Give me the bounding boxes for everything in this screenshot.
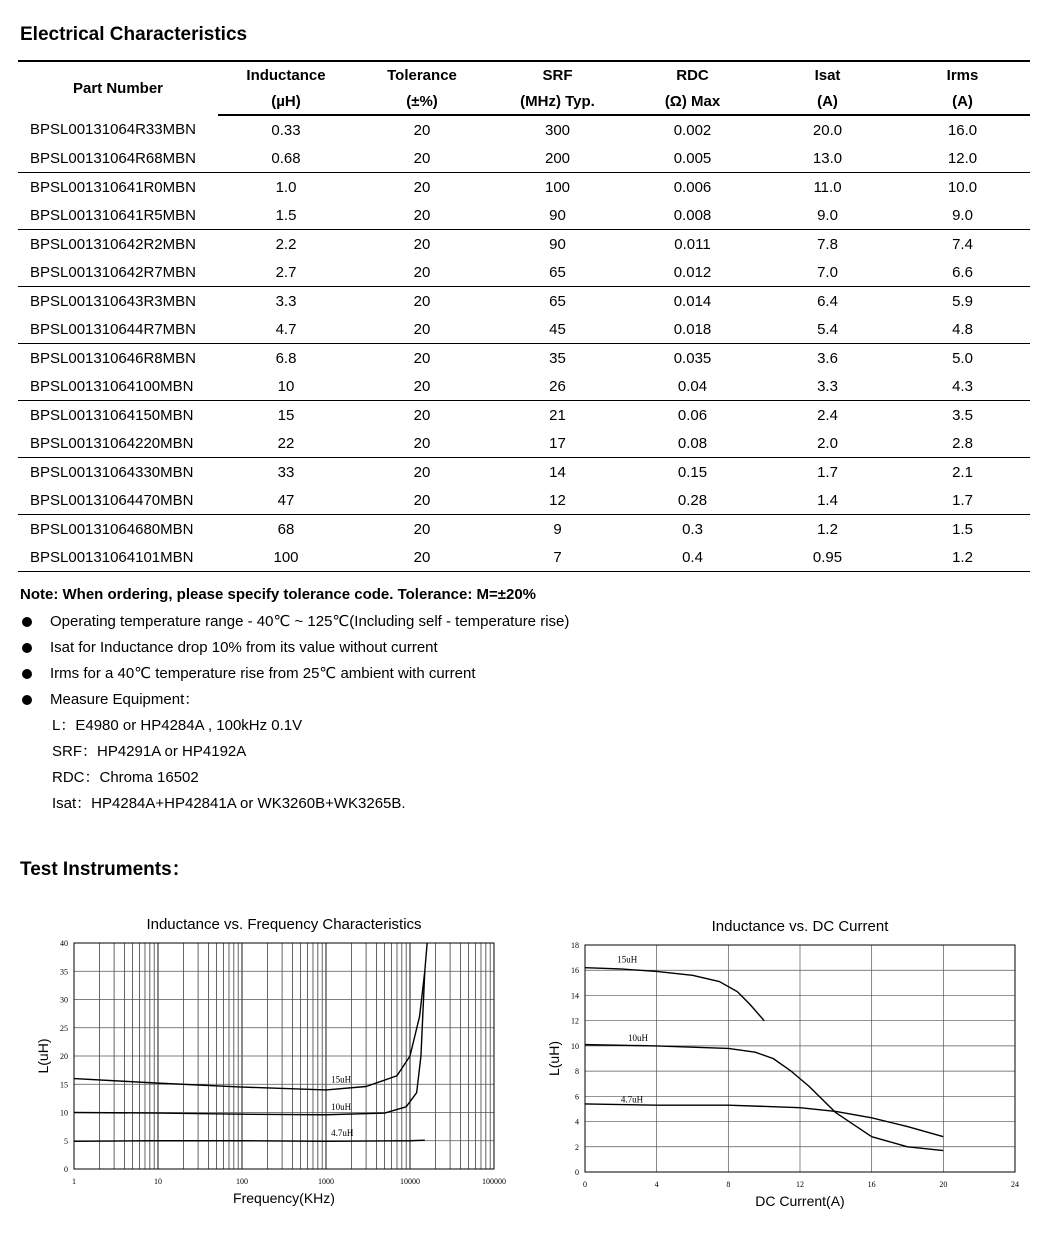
table-body: [18, 115, 1030, 572]
equipment-srf: SRF：HP4291A or HP4192A: [52, 743, 247, 760]
table-row: [18, 201, 1030, 230]
cell-isat: 3.3: [760, 372, 895, 401]
col-header-inductance: Inductance: [246, 66, 326, 84]
col-header-irms: Irms: [946, 66, 979, 84]
cell-inductance: 1.5: [218, 201, 354, 230]
cell-tolerance: 20: [354, 486, 490, 515]
cell-part-number: BPSL00131064330MBN: [30, 463, 194, 481]
col-header-isat: Isat: [814, 66, 841, 84]
cell-rdc: 0.005: [625, 144, 760, 173]
x-tick-label: 8: [726, 1180, 731, 1189]
cell-rdc: 0.15: [677, 463, 708, 481]
cell-srf: 9: [553, 520, 562, 538]
cell-rdc: 0.4: [625, 543, 760, 572]
cell-rdc: 0.002: [673, 121, 712, 139]
cell-irms: 5.0: [952, 349, 973, 367]
y-tick-label: 25: [60, 1023, 68, 1033]
cell-inductance: 4.7: [218, 315, 354, 344]
bullet-dot: [22, 669, 32, 679]
cell-irms: 5.9: [952, 292, 973, 310]
cell-inductance: 47: [218, 486, 354, 515]
unit-tolerance: (±%): [354, 88, 490, 115]
cell-isat: 6.4: [817, 292, 838, 310]
cell-part-number: BPSL00131064R68MBN: [18, 144, 218, 173]
cell-isat: 20.0: [812, 121, 843, 139]
cell-irms: 6.6: [895, 258, 1030, 287]
series-label: 15uH: [331, 1074, 352, 1085]
cell-part-number: BPSL00131064150MBN: [30, 406, 194, 424]
cell-inductance: 6.8: [275, 349, 297, 367]
cell-irms: 1.7: [895, 486, 1030, 515]
series-line-4-7uH: [74, 1140, 425, 1141]
y-tick-label: 8: [575, 1067, 579, 1077]
cell-isat: 1.7: [817, 463, 838, 481]
cell-part-number: BPSL001310642R2MBN: [30, 235, 196, 253]
cell-part-number: BPSL00131064470MBN: [18, 486, 218, 515]
electrical-table: [18, 60, 1030, 572]
cell-srf: 45: [490, 315, 625, 344]
series-line-15uH: [74, 971, 425, 1090]
cell-inductance: 15: [277, 406, 295, 424]
x-axis-label: Frequency(KHz): [233, 1190, 335, 1206]
series-label: 15uH: [617, 954, 638, 965]
cell-srf: 12: [490, 486, 625, 515]
cell-rdc: 0.018: [625, 315, 760, 344]
x-tick-label: 20: [939, 1180, 948, 1189]
cell-rdc: 0.006: [673, 178, 712, 196]
series-label: 4.7uH: [620, 1094, 644, 1105]
col-header-srf: SRF: [542, 66, 573, 84]
x-tick-label: 10000: [400, 1177, 420, 1186]
cell-isat: 2.0: [760, 429, 895, 458]
cell-tolerance: 20: [354, 429, 490, 458]
bullet-dot: [22, 643, 32, 653]
cell-irms: 2.1: [952, 463, 973, 481]
y-tick-label: 10: [571, 1041, 579, 1051]
x-axis-label: DC Current(A): [755, 1193, 845, 1209]
cell-part-number: BPSL00131064101MBN: [18, 543, 218, 572]
x-tick-label: 24: [1011, 1180, 1019, 1189]
cell-tolerance: 20: [413, 121, 431, 139]
bullet-text: Operating temperature range - 40℃ ~ 125℃(Including self - temperature rise): [50, 613, 570, 630]
y-tick-label: 15: [60, 1080, 68, 1090]
bullet-operating-temp: [20, 609, 569, 635]
cell-isat: 1.2: [817, 520, 838, 538]
table-row: [18, 258, 1030, 287]
cell-rdc: 0.014: [673, 292, 712, 310]
y-tick-label: 2: [575, 1142, 579, 1152]
bullet-dot: [22, 695, 32, 705]
cell-srf: 300: [544, 121, 571, 139]
cell-srf: 26: [490, 372, 625, 401]
cell-inductance: 0.33: [271, 121, 301, 139]
x-tick-label: 1000: [318, 1177, 334, 1186]
y-tick-label: 40: [60, 939, 68, 948]
cell-inductance: 0.68: [218, 144, 354, 173]
cell-irms: 1.5: [952, 520, 973, 538]
cell-part-number: BPSL001310642R7MBN: [18, 258, 218, 287]
table-header-row: [18, 61, 1030, 88]
y-tick-label: 5: [64, 1136, 68, 1146]
cell-irms: 16.0: [947, 121, 978, 139]
col-header-tolerance: Tolerance: [387, 66, 457, 84]
cell-inductance: 1.0: [275, 178, 297, 196]
cell-part-number: BPSL00131064R33MBN: [30, 121, 196, 138]
table-row: [18, 115, 1030, 144]
bullet-dot: [22, 617, 32, 627]
cell-srf: 35: [549, 349, 566, 367]
y-tick-label: 10: [60, 1108, 68, 1118]
series-line-4-7uH: [585, 1104, 943, 1137]
cell-srf: 7: [490, 543, 625, 572]
cell-srf: 65: [549, 292, 566, 310]
cell-isat: 0.95: [760, 543, 895, 572]
y-tick-label: 12: [571, 1016, 579, 1026]
cell-srf: 90: [549, 235, 566, 253]
y-tick-label: 35: [60, 967, 68, 977]
bullet-text: Isat for Inductance drop 10% from its value without current: [50, 639, 438, 656]
cell-irms: 1.2: [895, 543, 1030, 572]
table-row: [18, 543, 1030, 572]
cell-srf: 200: [490, 144, 625, 173]
cell-isat: 11.0: [813, 178, 842, 196]
grid: [74, 943, 494, 1169]
cell-part-number: BPSL001310643R3MBN: [30, 292, 196, 310]
series-line-15uH: [585, 968, 764, 1021]
cell-isat: 5.4: [760, 315, 895, 344]
equipment-rdc: RDC：Chroma 16502: [52, 769, 199, 786]
cell-rdc: 0.012: [625, 258, 760, 287]
unit-inductance: (µH): [218, 88, 354, 115]
table-row: [18, 173, 1030, 202]
cell-srf: 90: [490, 201, 625, 230]
cell-rdc: 0.008: [625, 201, 760, 230]
table-row: [18, 372, 1030, 401]
cell-isat: 3.6: [817, 349, 838, 367]
cell-irms: 4.3: [895, 372, 1030, 401]
cell-srf: 100: [544, 178, 571, 196]
ordering-note: Note: When ordering, please specify tolerance code. Tolerance: M=±20%: [20, 586, 537, 603]
y-tick-label: 16: [571, 966, 579, 976]
cell-irms: 7.4: [952, 235, 973, 253]
series-label: 4.7uH: [331, 1128, 354, 1139]
x-tick-label: 100: [236, 1177, 248, 1186]
table-row: [18, 429, 1030, 458]
cell-irms: 10.0: [947, 178, 978, 196]
cell-isat: 2.4: [817, 406, 838, 424]
unit-srf: (MHz) Typ.: [490, 88, 625, 115]
cell-inductance: 100: [218, 543, 354, 572]
cell-isat: 1.4: [760, 486, 895, 515]
cell-tolerance: 20: [413, 178, 431, 196]
cell-tolerance: 20: [413, 520, 431, 538]
cell-part-number: BPSL001310644R7MBN: [18, 315, 218, 344]
y-tick-label: 0: [575, 1168, 579, 1177]
table-row: [18, 287, 1030, 316]
y-tick-label: 30: [60, 995, 68, 1005]
x-tick-label: 16: [867, 1180, 876, 1189]
y-tick-label: 4: [575, 1117, 579, 1127]
cell-isat: 13.0: [760, 144, 895, 173]
cell-tolerance: 20: [413, 235, 431, 253]
cell-inductance: 2.2: [275, 235, 297, 253]
chart-inductance-vs-frequency: [0, 905, 520, 1225]
cell-tolerance: 20: [413, 292, 431, 310]
table-row: [18, 144, 1030, 173]
cell-tolerance: 20: [413, 406, 431, 424]
cell-irms: 3.5: [952, 406, 973, 424]
cell-tolerance: 20: [354, 258, 490, 287]
table-row: [18, 515, 1030, 544]
cell-tolerance: 20: [354, 201, 490, 230]
bullet-irms: [20, 661, 569, 687]
series-label: 10uH: [331, 1102, 352, 1113]
cell-rdc: 0.28: [625, 486, 760, 515]
cell-srf: 14: [549, 463, 566, 481]
cell-tolerance: 20: [354, 372, 490, 401]
cell-part-number: BPSL001310646R8MBN: [30, 349, 196, 367]
cell-rdc: 0.08: [625, 429, 760, 458]
section-title-electrical: Electrical Characteristics: [20, 24, 248, 45]
table-row: [18, 230, 1030, 259]
cell-isat: 7.8: [817, 235, 838, 253]
col-header-part-number: Part Number: [72, 80, 164, 97]
cell-rdc: 0.04: [625, 372, 760, 401]
col-header-rdc: RDC: [676, 66, 709, 84]
x-tick-label: 0: [583, 1180, 587, 1189]
cell-rdc: 0.011: [674, 235, 711, 253]
cell-tolerance: 20: [354, 543, 490, 572]
chart-title: Inductance vs. DC Current: [711, 918, 889, 935]
cell-tolerance: 20: [354, 315, 490, 344]
bullet-text: Irms for a 40℃ temperature rise from 25℃ ambient with current: [50, 665, 476, 682]
table-row: [18, 486, 1030, 515]
cell-irms: 9.0: [895, 201, 1030, 230]
y-tick-label: 0: [64, 1165, 68, 1174]
cell-srf: 65: [490, 258, 625, 287]
y-tick-label: 6: [575, 1092, 579, 1102]
y-tick-label: 14: [571, 991, 579, 1001]
cell-rdc: 0.3: [682, 520, 703, 538]
cell-part-number: BPSL00131064680MBN: [30, 520, 194, 538]
bullet-measure-equipment: [20, 687, 569, 713]
y-tick-label: 20: [60, 1052, 68, 1061]
x-tick-label: 1: [72, 1177, 76, 1186]
chart-title: Inductance vs. Frequency Characteristics: [146, 916, 422, 933]
y-axis-label: L(uH): [35, 1038, 51, 1074]
cell-inductance: 10: [218, 372, 354, 401]
grid: [585, 945, 1015, 1172]
equipment-l: L：E4980 or HP4284A , 100kHz 0.1V: [52, 717, 303, 734]
y-tick-label: 18: [571, 941, 579, 950]
section-title-test-instruments: Test Instruments：: [20, 859, 191, 880]
cell-part-number: BPSL00131064220MBN: [18, 429, 218, 458]
table-row: [18, 401, 1030, 430]
cell-isat: 7.0: [760, 258, 895, 287]
cell-part-number: BPSL001310641R5MBN: [18, 201, 218, 230]
cell-tolerance: 20: [354, 144, 490, 173]
cell-isat: 9.0: [760, 201, 895, 230]
x-tick-label: 10: [154, 1177, 162, 1186]
cell-irms: 12.0: [895, 144, 1030, 173]
cell-irms: 4.8: [895, 315, 1030, 344]
unit-isat: (A): [760, 88, 895, 115]
cell-inductance: 3.3: [275, 292, 297, 310]
cell-inductance: 68: [277, 520, 295, 538]
cell-srf: 21: [549, 406, 566, 424]
bullet-isat: [20, 635, 569, 661]
cell-rdc: 0.06: [677, 406, 708, 424]
cell-inductance: 33: [277, 463, 295, 481]
bullet-text: Measure Equipment：: [50, 691, 200, 708]
unit-irms: (A): [895, 88, 1030, 115]
x-tick-label: 100000: [482, 1177, 506, 1186]
series-line-10uH: [74, 943, 427, 1115]
cell-rdc: 0.035: [673, 349, 712, 367]
x-tick-label: 4: [654, 1180, 659, 1189]
cell-srf: 17: [490, 429, 625, 458]
table-row: [18, 458, 1030, 487]
cell-part-number: BPSL00131064100MBN: [18, 372, 218, 401]
chart-inductance-vs-dc-current: [530, 905, 1058, 1225]
series-label: 10uH: [628, 1032, 648, 1043]
unit-rdc: (Ω) Max: [625, 88, 760, 115]
cell-tolerance: 20: [413, 463, 431, 481]
cell-inductance: 2.7: [218, 258, 354, 287]
table-row: [18, 315, 1030, 344]
table-row: [18, 344, 1030, 373]
cell-part-number: BPSL001310641R0MBN: [30, 178, 196, 196]
y-axis-label: L(uH): [546, 1040, 562, 1077]
cell-inductance: 22: [218, 429, 354, 458]
notes-section: [20, 586, 569, 817]
cell-tolerance: 20: [413, 349, 431, 367]
cell-irms: 2.8: [895, 429, 1030, 458]
equipment-isat: Isat：HP4284A+HP42841A or WK3260B+WK3265B.: [52, 795, 406, 812]
x-tick-label: 12: [796, 1180, 804, 1189]
